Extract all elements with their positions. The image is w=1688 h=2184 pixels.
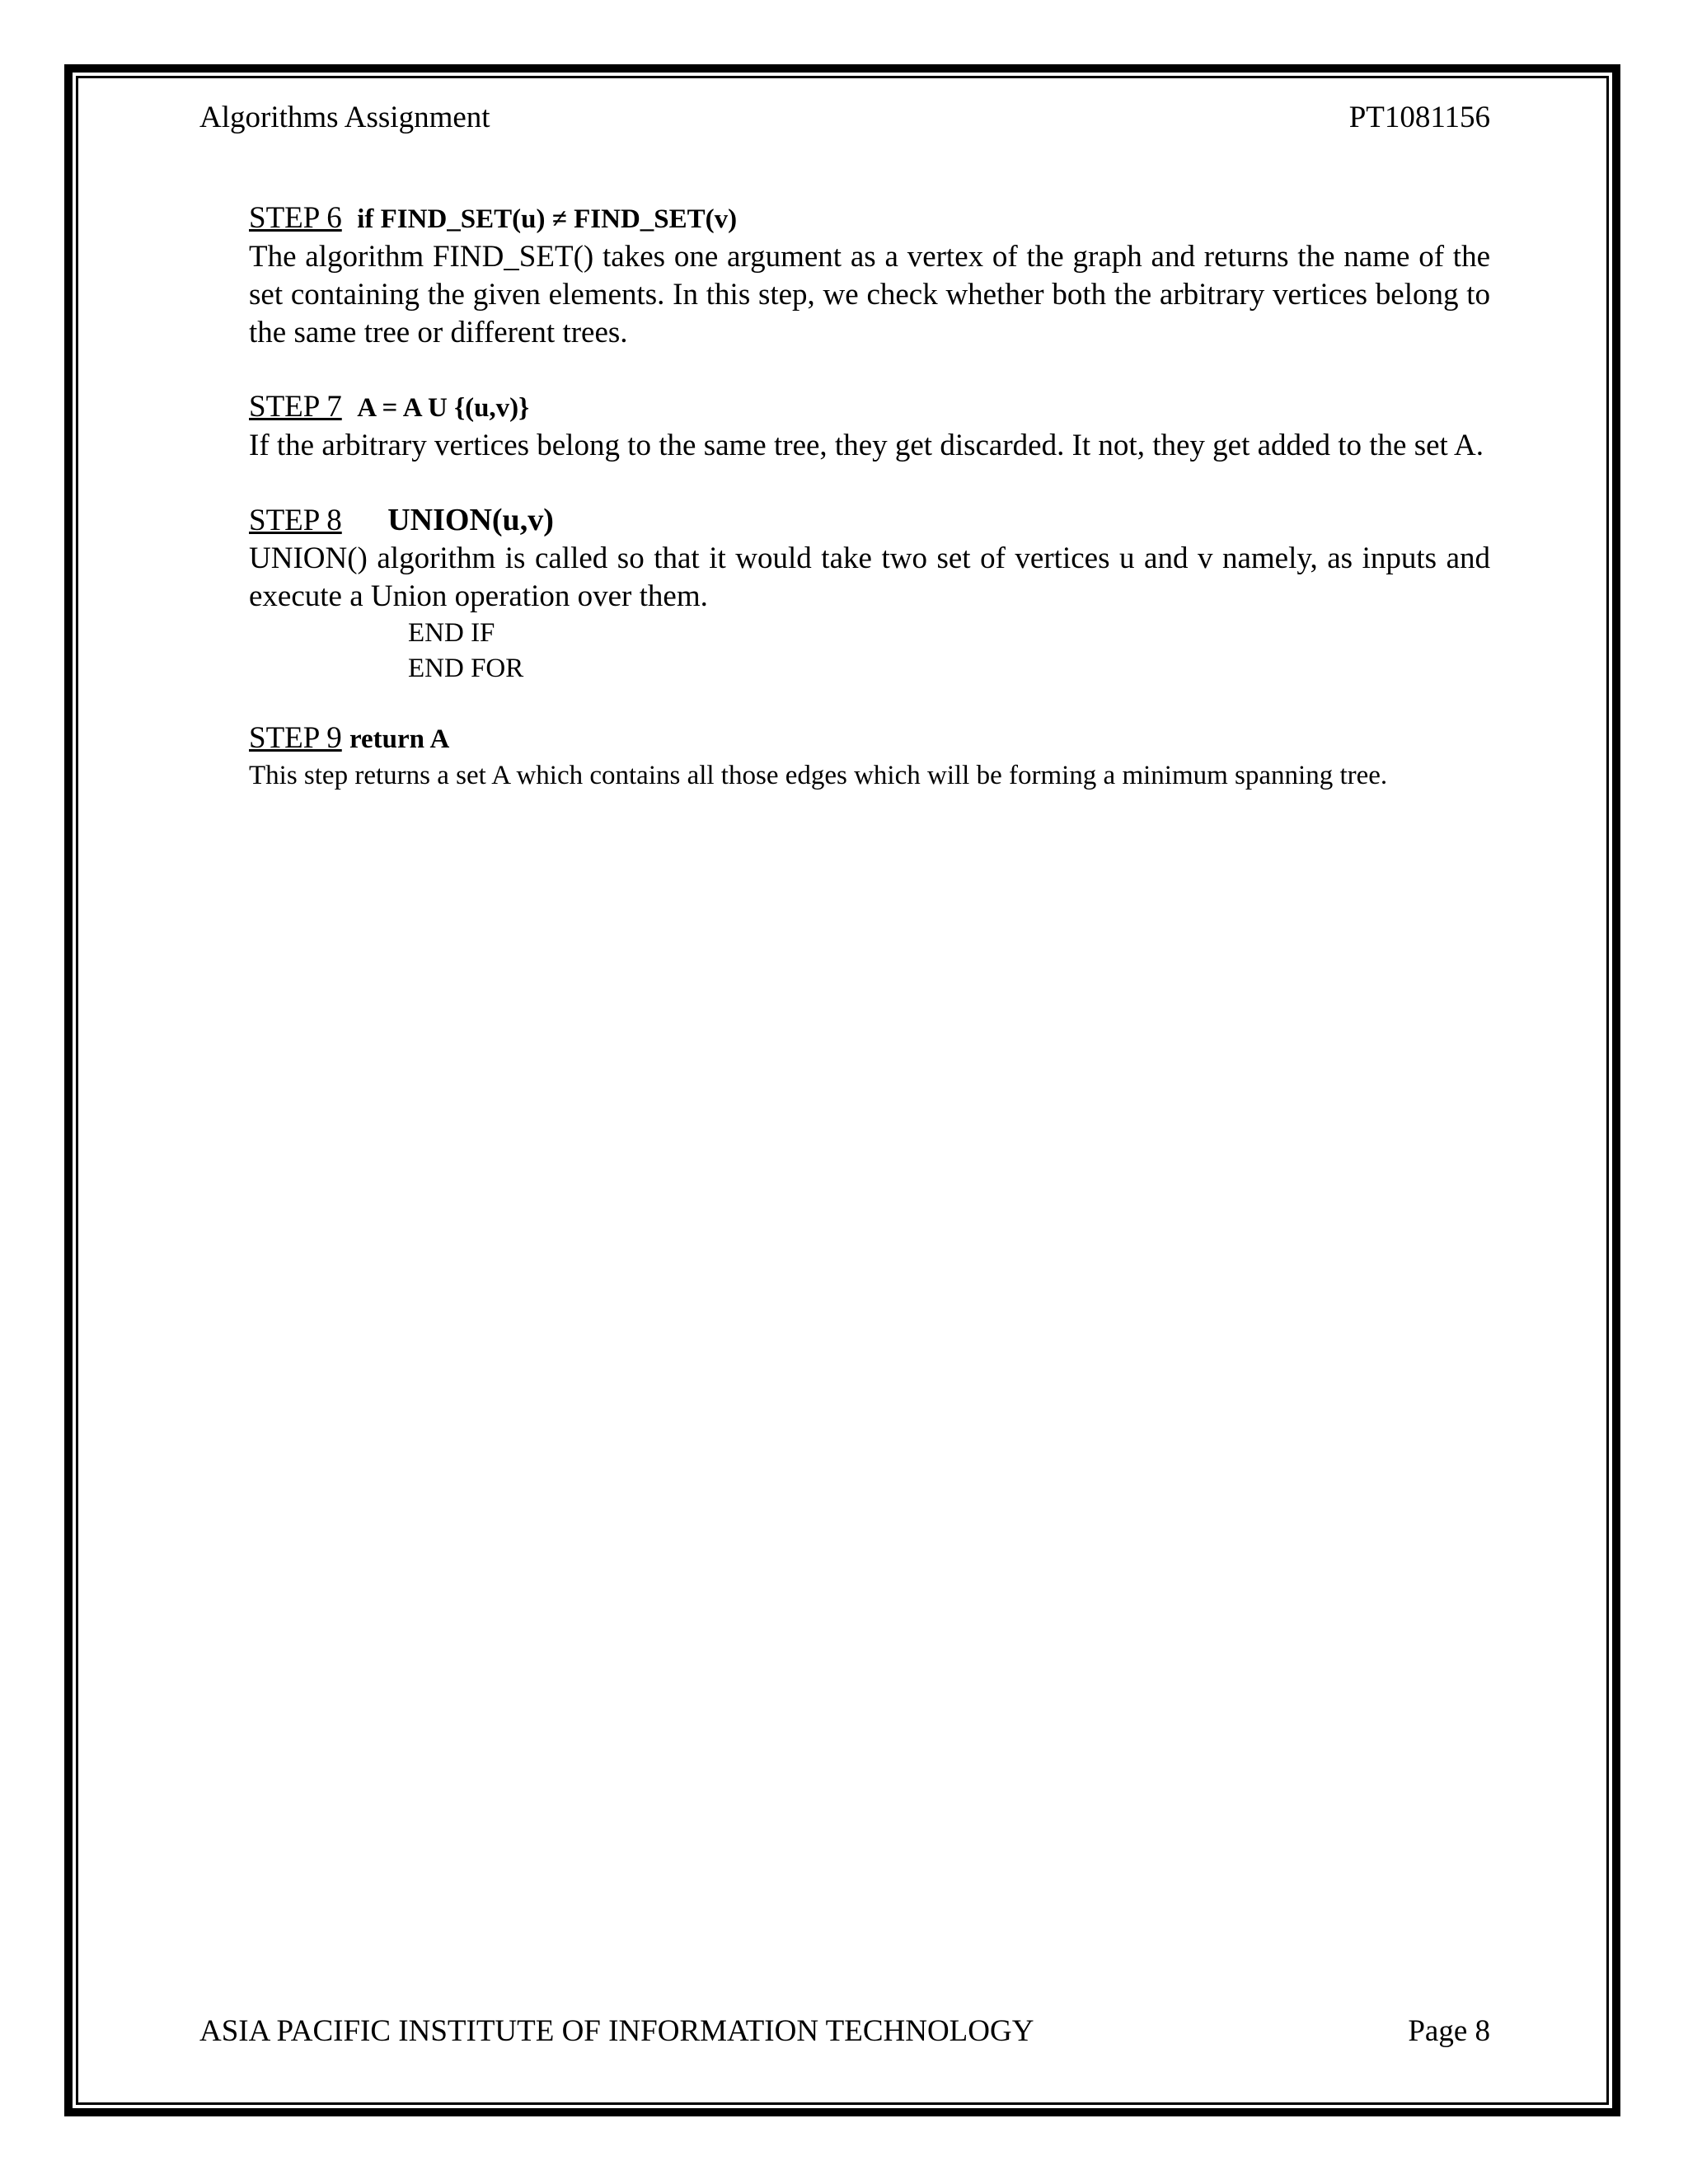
step-label: STEP 6	[249, 201, 342, 235]
step-label: STEP 8	[249, 504, 342, 537]
step-8	[249, 501, 1490, 687]
step-code: if FIND_SET(u) ≠ FIND_SET(v)	[357, 204, 738, 234]
step-code: return A	[349, 724, 450, 754]
code-line-end-if: END IF	[408, 618, 495, 648]
step-description: The algorithm FIND_SET() takes one argument as a vertex of the graph and returns the name of the set containing the given elements. In this step, we check whether both the arbitrary vertices belong to the same tree or different trees.	[249, 240, 1490, 349]
code-line-end-for: END FOR	[408, 654, 524, 683]
document-body	[249, 199, 1490, 793]
footer-institution: ASIA PACIFIC INSTITUTE OF INFORMATION TECHNOLOGY	[199, 2014, 1034, 2048]
step-heading	[249, 388, 1490, 427]
step-description: This step returns a set A which contains all those edges which will be forming a minimum spanning tree.	[249, 761, 1388, 790]
step-description: UNION() algorithm is called so that it would take two set of vertices u and v namely, as inputs and execute a Union operation over them.	[249, 541, 1490, 613]
step-heading	[249, 719, 1490, 758]
step-6	[249, 199, 1490, 352]
step-label: STEP 9	[249, 721, 342, 755]
header-title: Algorithms Assignment	[199, 101, 490, 134]
step-code: A = A U {(u,v)}	[357, 393, 530, 423]
step-label: STEP 7	[249, 390, 342, 424]
step-9	[249, 719, 1490, 793]
step-description: If the arbitrary vertices belong to the same tree, they get discarded. It not, they get added to the set A.	[249, 429, 1484, 462]
step-code: UNION(u,v)	[387, 503, 554, 537]
footer-page-number: Page 8	[1408, 2014, 1490, 2048]
step-heading	[249, 199, 1490, 238]
step-7	[249, 388, 1490, 465]
header-student-id: PT1081156	[1348, 101, 1490, 134]
step-heading	[249, 501, 1490, 540]
